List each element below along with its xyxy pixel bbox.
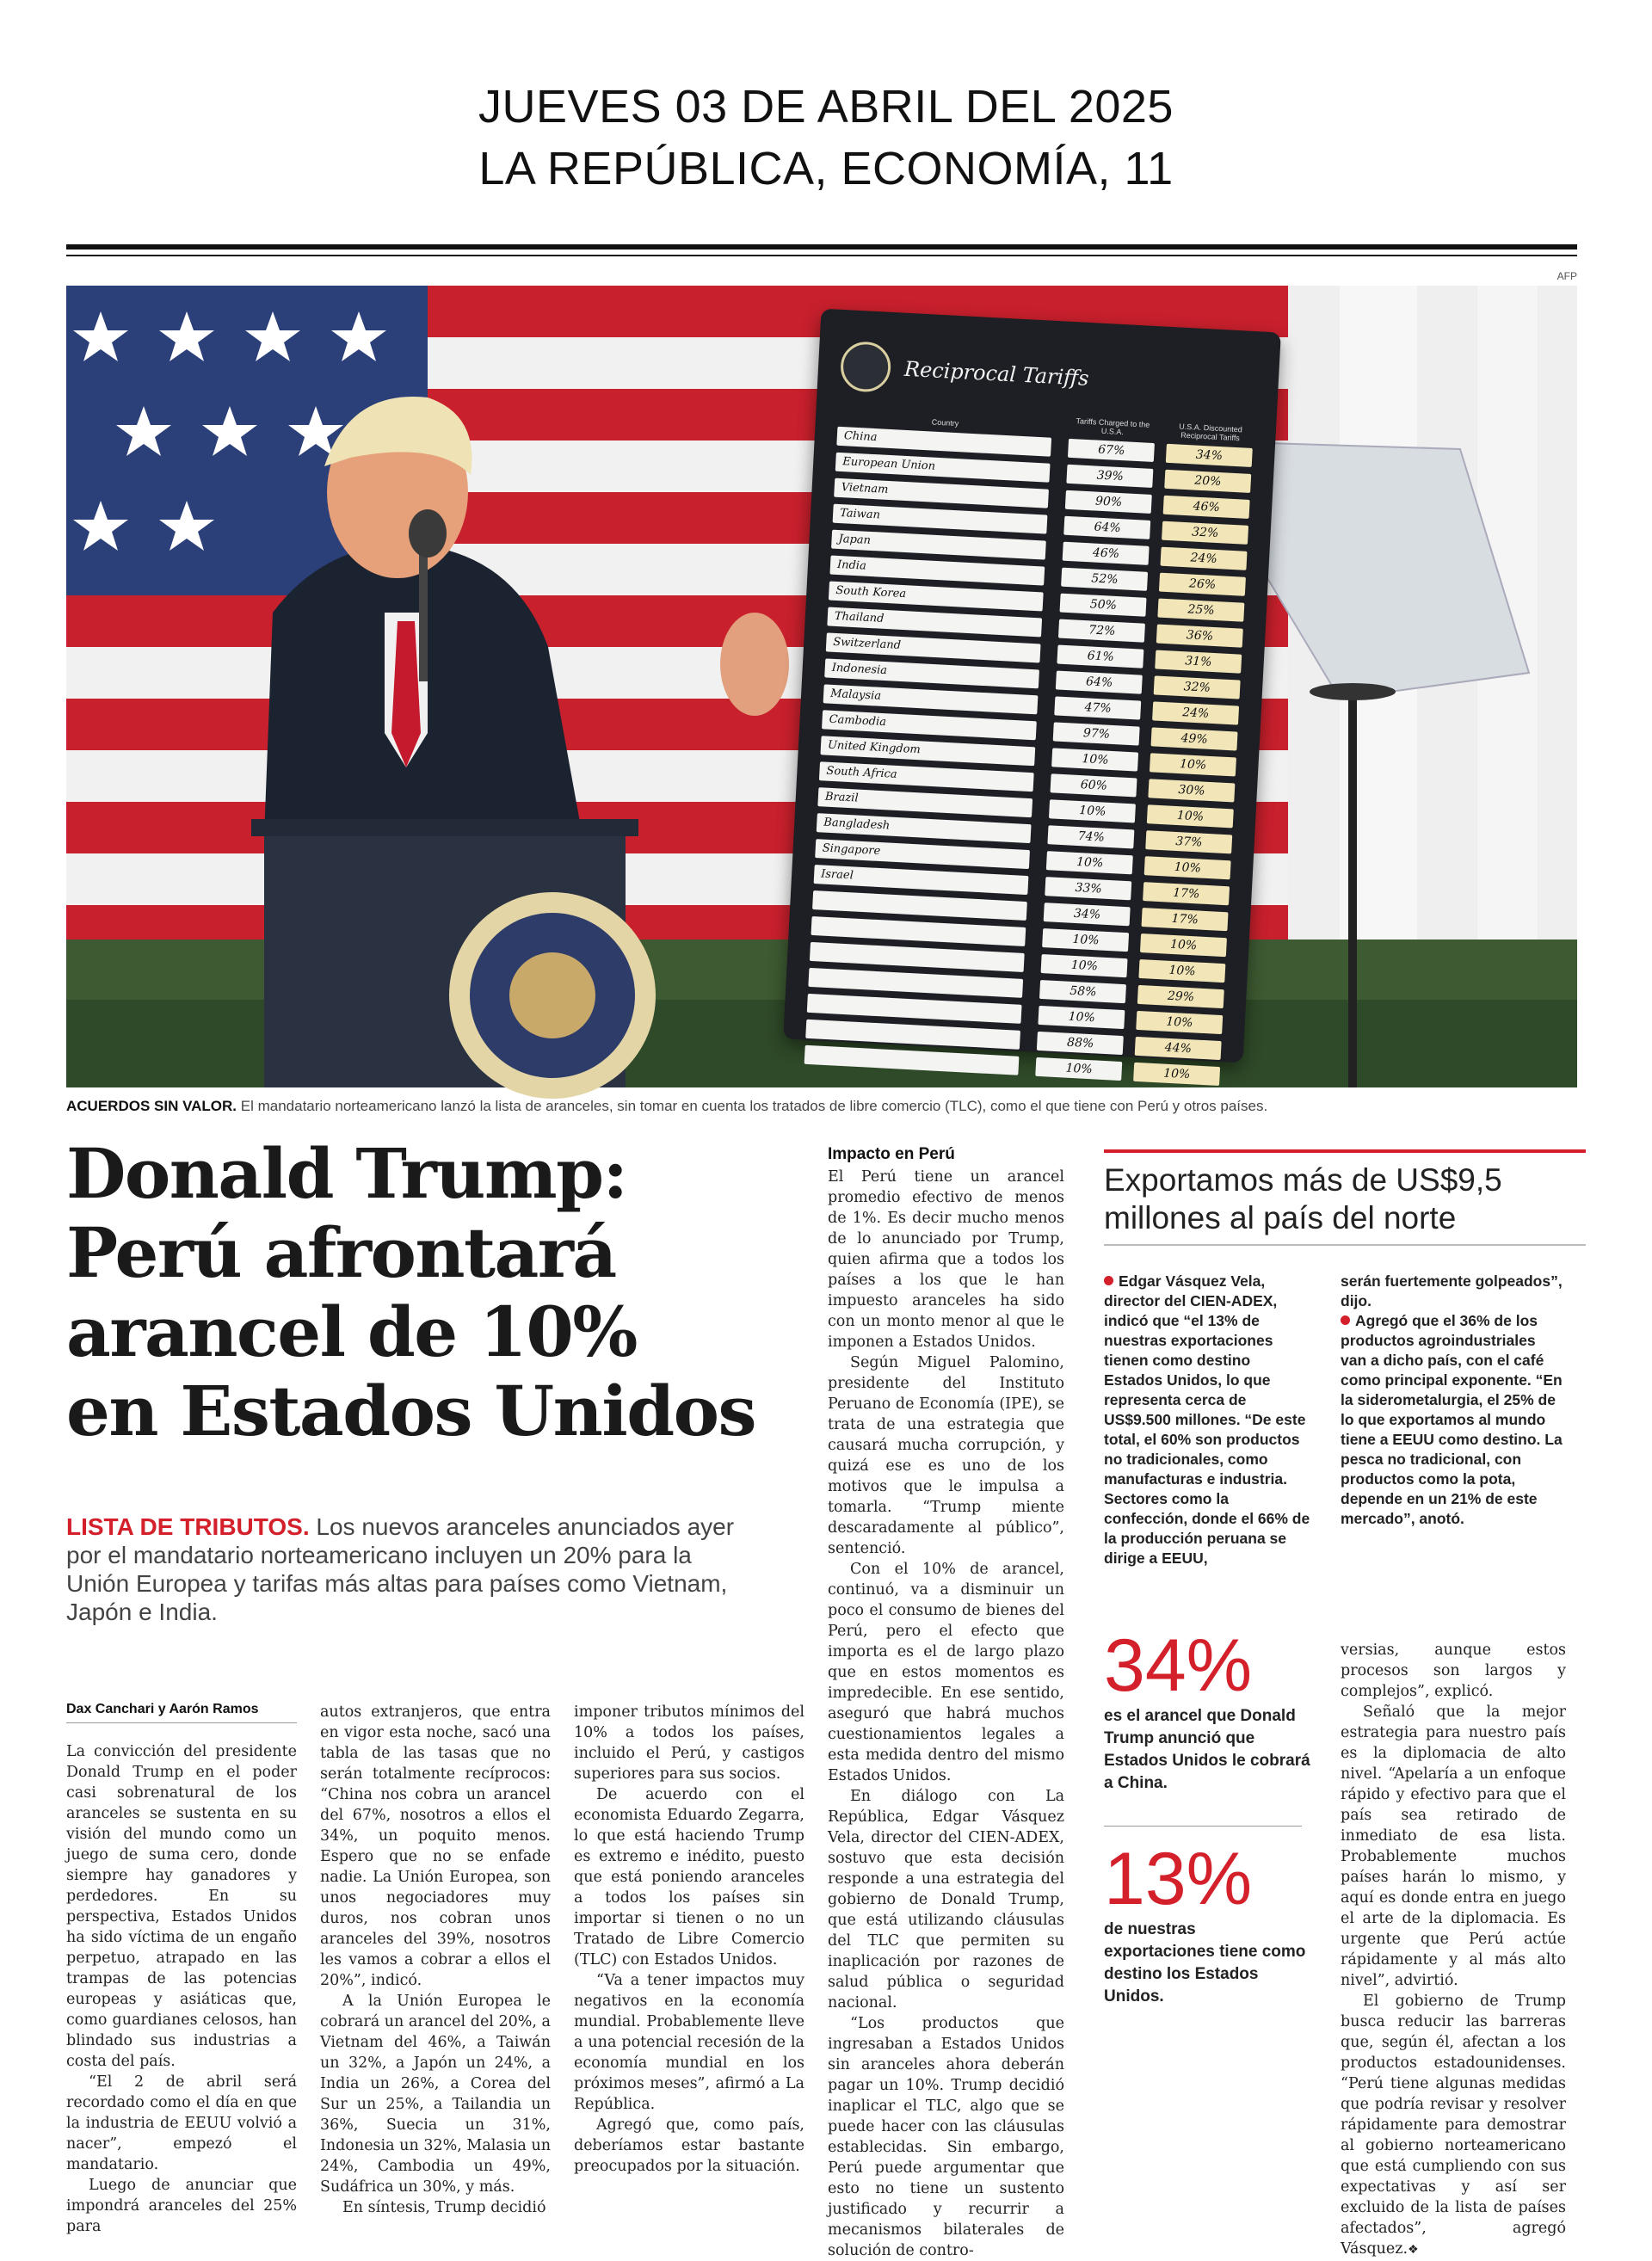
board-cell-recip: 10% xyxy=(1144,856,1231,879)
board-cell-charged: 64% xyxy=(1056,670,1143,693)
board-cell-recip: 20% xyxy=(1164,470,1251,493)
board-cell-recip: 10% xyxy=(1150,753,1236,776)
board-cell-recip: 31% xyxy=(1155,650,1242,673)
caption-text: El mandatario norteamericano lanzó la lista de aranceles, sin tomar en cuenta los tratados de libre comercio (TLC), como el que tiene con Perú y otros países. xyxy=(237,1098,1268,1114)
board-cell-recip: 34% xyxy=(1166,444,1253,467)
header-rule-thin xyxy=(66,255,1577,256)
bullet-1-continuation: serán fuertemente golpeados”, dijo. xyxy=(1341,1272,1563,1309)
board-cell-charged: 10% xyxy=(1052,748,1139,771)
paragraph: imponer tributos mínimos del 10% a todos los países, incluido el Perú, y castigos superiores para sus socios. xyxy=(574,1703,804,1783)
board-cell-country: Japan xyxy=(831,530,1046,560)
subhead-kicker: LISTA DE TRIBUTOS. xyxy=(66,1513,310,1540)
board-cell-charged: 33% xyxy=(1045,877,1132,900)
board-cell-charged: 34% xyxy=(1044,903,1131,926)
board-cell-charged: 60% xyxy=(1051,773,1137,797)
board-cell-recip: 17% xyxy=(1143,882,1230,905)
body-column-4 xyxy=(828,1144,1064,2261)
paragraph: En diálogo con La República, Edgar Vásquez Vela, director del CIEN-ADEX, sostuvo que esta decisión responde a una estrategia del gobierno de Donald Trump, que está utilizando cláusulas del TLC que permiten su inaplicación por razones de salud pública o seguridad nacional. xyxy=(828,1788,1064,2011)
board-cell-charged: 58% xyxy=(1039,980,1126,1003)
board-cell-charged: 10% xyxy=(1039,1006,1125,1029)
board-cell-charged: 88% xyxy=(1037,1032,1124,1055)
paragraph: A la Unión Europea le cobrará un arancel del 20%, a Vietnam del 46%, a Taiwán un 32%, a Japón un 24%, a India un 26%, a Corea del Sur un 25%, a Tailandia un 36%, Suecia un 31%, Indonesia un 32%, Malasia un 24%, Cambodia un 49%, Sudáfrica un 30%, y más. xyxy=(320,1993,551,2196)
photo-caption xyxy=(66,1098,1577,1115)
stat-china-tariff xyxy=(1104,1626,1310,1795)
board-cell-country: European Union xyxy=(835,453,1051,483)
board-cell-charged: 46% xyxy=(1063,542,1150,565)
board-cell-charged: 50% xyxy=(1060,594,1147,617)
stat-value: 13% xyxy=(1104,1838,1253,1920)
stat-exports-share xyxy=(1104,1839,1310,2008)
board-cell-country: Malaysia xyxy=(823,684,1039,714)
paragraph: autos extranjeros, que entra en vigor esta noche, sacó una tabla de las tasas que no serán totalmente recíprocos: “China nos cobra un arancel del 67%, nosotros a ellos el 34%, un poquito menos. Espero que no se enfade nadie. La Unión Europea, son unos negociadores muy duros, nos cobran unos aranceles del 39%, nosotros les vamos a cobrar a ellos el 20%”, indicó. xyxy=(320,1703,551,1989)
board-cell-charged: 64% xyxy=(1064,516,1151,539)
board-cell-recip: 49% xyxy=(1151,727,1238,750)
header-rule xyxy=(66,244,1577,250)
paragraph: En síntesis, Trump decidió xyxy=(342,2199,546,2216)
paragraph: Agregó que, como país, deberíamos estar bastante preocupados por la situación. xyxy=(574,2116,804,2175)
board-cell-country: Israel xyxy=(814,865,1029,895)
paragraph: Según Miguel Palomino, presidente del Instituto Peruano de Economía (IPE), se trata de una estrategia que causará mucha corrupción, y quizá ese es uno de los motivos que le impulsa a tomarla. “Trump miente descaradamente al público”, sentenció. xyxy=(828,1354,1064,1557)
lead-photo xyxy=(66,286,1577,1087)
board-cell-recip: 46% xyxy=(1163,496,1250,519)
presidential-seal-icon xyxy=(840,341,892,393)
board-cell-recip: 10% xyxy=(1133,1063,1220,1086)
board-cell-charged: 90% xyxy=(1065,490,1152,514)
paragraph: De acuerdo con el economista Eduardo Zegarra, lo que está haciendo Trump es extremo e inédito, puesto que está poniendo aranceles a todos los países sin importar si tienen o no un Tratado de Libre Comercio (TLC) con Estados Unidos. xyxy=(574,1786,804,1968)
board-cell-recip: 10% xyxy=(1140,933,1227,957)
paragraph: Con el 10% de arancel, continuó, va a disminuir un poco el consumo de bienes del Perú, pero el efecto que importa es el de largo plazo que en estos momentos es impredecible. En ese sentido, aseguró que habrá muchos cuestionamientos legales a esta medida dentro del mismo Estados Unidos. xyxy=(828,1561,1064,1784)
body-column-2 xyxy=(320,1702,551,2218)
board-cell-charged: 52% xyxy=(1062,568,1149,591)
board-cell-recip: 10% xyxy=(1136,1011,1223,1034)
paragraph: El Perú tiene un arancel promedio efectivo de menos de 1%. Es decir mucho menos de lo anunciado por Trump, quien afirma que a todos los países a los que le han impuesto aranceles ha sido con un monto menor al que le imponen a Estados Unidos. xyxy=(828,1168,1064,1351)
photo-credit: AFP xyxy=(1556,270,1577,282)
board-cell-recip: 44% xyxy=(1135,1037,1222,1060)
board-cell-charged: 97% xyxy=(1053,722,1140,745)
board-cell-country: Cambodia xyxy=(822,710,1037,740)
board-cell-country: South Africa xyxy=(819,761,1034,792)
board-cell-recip: 10% xyxy=(1139,959,1226,983)
board-cell-charged: 10% xyxy=(1049,799,1136,822)
board-cell-recip: 25% xyxy=(1158,599,1245,622)
board-cell-recip: 24% xyxy=(1161,547,1248,570)
paragraph: “Va a tener impactos muy negativos en la economía mundial. Probablemente lleve a una potencial recesión de la economía mundial en los próximos meses”, afirmó a La República. xyxy=(574,1972,804,2113)
board-rows xyxy=(804,425,1253,1087)
board-cell-charged: 61% xyxy=(1057,645,1144,668)
paragraph: versias, aunque estos procesos son largos y complejos”, explicó. xyxy=(1341,1642,1566,1700)
paragraph: El gobierno de Trump busca reducir las barreras que, según él, afectan a los productos estadounidenses. “Perú tiene algunas medidas que podría revisar y resolver rápidamente para demostrar al gobierno norteamericano que está cumpliendo con sus expectativas y así ser excluido de la lista de países afectados”, agregó Vásquez.❖ xyxy=(1341,1993,1566,2258)
board-cell-country: Taiwan xyxy=(833,504,1048,534)
sidebar-rule xyxy=(1104,1244,1586,1246)
board-cell-country: Singapore xyxy=(815,839,1030,869)
board-cell-recip: 26% xyxy=(1159,573,1246,596)
bullet-dot-icon xyxy=(1104,1276,1113,1285)
board-cell-charged: 10% xyxy=(1041,954,1128,977)
board-cell-country: Indonesia xyxy=(824,658,1039,688)
caption-kicker: ACUERDOS SIN VALOR. xyxy=(66,1098,237,1114)
board-cell-charged: 67% xyxy=(1068,439,1155,462)
board-cell-recip: 10% xyxy=(1147,804,1234,828)
board-cell-country: Bangladesh xyxy=(817,813,1032,843)
board-cell-country: Vietnam xyxy=(834,478,1049,508)
board-cell-country: Switzerland xyxy=(826,632,1041,662)
stat-divider xyxy=(1104,1826,1302,1827)
bullet-dot-icon xyxy=(1341,1315,1350,1325)
board-cell-charged: 39% xyxy=(1067,465,1154,488)
date-line: JUEVES 03 DE ABRIL DEL 2025 xyxy=(478,81,1174,132)
board-cell-recip: 29% xyxy=(1137,985,1224,1008)
sidebar-accent-rule xyxy=(1104,1149,1586,1153)
end-mark-icon: ❖ xyxy=(1408,2243,1419,2257)
paragraph: Señaló que la mejor estrategia para nuestro país es la diplomacia de alto nivel. “Apelaría a un enfoque rápido y efectivo para que el país sea retirado de inmediato de esa lista. Probablemente muchos países harán lo mismo, y aquí es donde entra en juego el arte de la diplomacia. Es urgente que Perú actúe rápidamente y al más alto nivel”, advirtió. xyxy=(1341,1703,1566,1989)
paragraph: Luego de anunciar que impondrá aranceles del 25% para xyxy=(66,2177,297,2235)
stat-description: de nuestras exportaciones tiene como destino los Estados Unidos. xyxy=(1104,1920,1306,2005)
board-cell-charged: 47% xyxy=(1055,696,1142,719)
subhead-text: Los nuevos aranceles anunciados ayer por el mandatario norteamericano incluyen un 20% para la Unión Europea y tarifas más altas para países como Vietnam, Japón e India. xyxy=(66,1513,735,1625)
board-cell-recip: 37% xyxy=(1145,830,1232,853)
publication-line: LA REPÚBLICA, ECONOMÍA, 11 xyxy=(478,143,1174,194)
sidebar-bullet-2: serán fuertemente golpeados”, dijo. Agregó que el 36% de los productos agroindustriales van a dicho país, con el café como principal exponente. “En la siderometalurgia, el 25% de lo que exportamos al mundo tiene a EEUU como destino. La pesca no tradicional, con productos como la pota, depende en un 21% de este mercado”, anotó. xyxy=(1341,1272,1564,1529)
tariff-board xyxy=(783,309,1281,1082)
board-cell-charged: 10% xyxy=(1043,928,1130,952)
board-cell-country: China xyxy=(836,427,1051,457)
board-column-headers: Country Tariffs Charged to the U.S.A. U.S.A. Discounted Reciprocal Tariffs xyxy=(931,416,1243,443)
byline: Dax Canchari y Aarón Ramos xyxy=(66,1702,297,1723)
board-cell-recip: 36% xyxy=(1156,625,1243,648)
board-cell-country: Thailand xyxy=(827,607,1042,637)
board-cell-recip: 30% xyxy=(1149,779,1236,802)
podium xyxy=(251,819,656,1099)
board-cell-charged: 10% xyxy=(1036,1057,1123,1081)
sidebar-title: Exportamos más de US$9,5 millones al país del norte xyxy=(1104,1162,1502,1235)
paragraph: La convicción del presidente Donald Trump en el poder casi sobrenatural de los aranceles se sustenta en su visión del mundo como un juego de suma cero, donde siempre hay ganadores y perdedores. En su perspectiva, Estados Unidos ha sido víctima de un engaño perpetuo, atrapado en las trampas de las potencias europeas y asiáticas que, como guardianes celosos, han blindado sus industrias a costa del país. xyxy=(66,1743,297,2070)
board-cell-charged: 74% xyxy=(1048,825,1135,848)
headline: Donald Trump: Perú afrontará arancel de 10% en Estados Unidos xyxy=(66,1133,756,1451)
section-heading: Impacto en Perú xyxy=(828,1145,955,1163)
stat-description: es el arancel que Donald Trump anunció que Estados Unidos le cobrará a China. xyxy=(1104,1707,1310,1792)
body-column-3 xyxy=(574,1702,804,2177)
sidebar-bullet-1: Edgar Vásquez Vela, director del CIEN-ADEX, indicó que “el 13% de nuestras exportaciones tienen como destino Estados Unidos, lo que representa cerca de US$9.500 millones. “De este total, el 60% son productos no tradicionales, como manufacturas e industria. Sectores como la confección, donde el 66% de la producción peruana se dirige a EEUU, xyxy=(1104,1272,1310,1567)
body-column-5 xyxy=(1341,1640,1566,2260)
board-cell-charged: 72% xyxy=(1058,619,1145,643)
subheadline xyxy=(66,1512,746,1626)
board-cell-recip: 24% xyxy=(1152,701,1239,724)
board-cell-country: India xyxy=(829,556,1045,586)
board-cell-recip: 17% xyxy=(1142,908,1229,931)
board-cell-recip: 32% xyxy=(1162,521,1248,545)
stat-value: 34% xyxy=(1104,1624,1253,1707)
page-header xyxy=(0,76,1652,200)
board-cell-charged: 10% xyxy=(1046,851,1133,874)
board-cell-country: South Korea xyxy=(829,582,1044,612)
board-cell-recip: 32% xyxy=(1154,675,1241,699)
board-cell-country: United Kingdom xyxy=(820,736,1035,766)
paragraph: “El 2 de abril será recordado como el día en que la industria de EEUU volvió a nacer”, empezó el mandatario. xyxy=(66,2073,297,2173)
board-cell-country: Brazil xyxy=(817,787,1032,817)
paragraph: “Los productos que ingresaban a Estados Unidos sin aranceles ahora deberán pagar un 10%. Trump decidió inaplicar el TLC, algo que se puede hacer con las cláusulas establecidas. Sin embargo, Perú puede argumentar que esto no tiene un sustento justificado y recurrir a mecanismos bilaterales de solución de contro- xyxy=(828,2015,1064,2259)
body-column-1 xyxy=(66,1741,297,2237)
board-title: Reciprocal Tariffs xyxy=(903,356,1090,391)
